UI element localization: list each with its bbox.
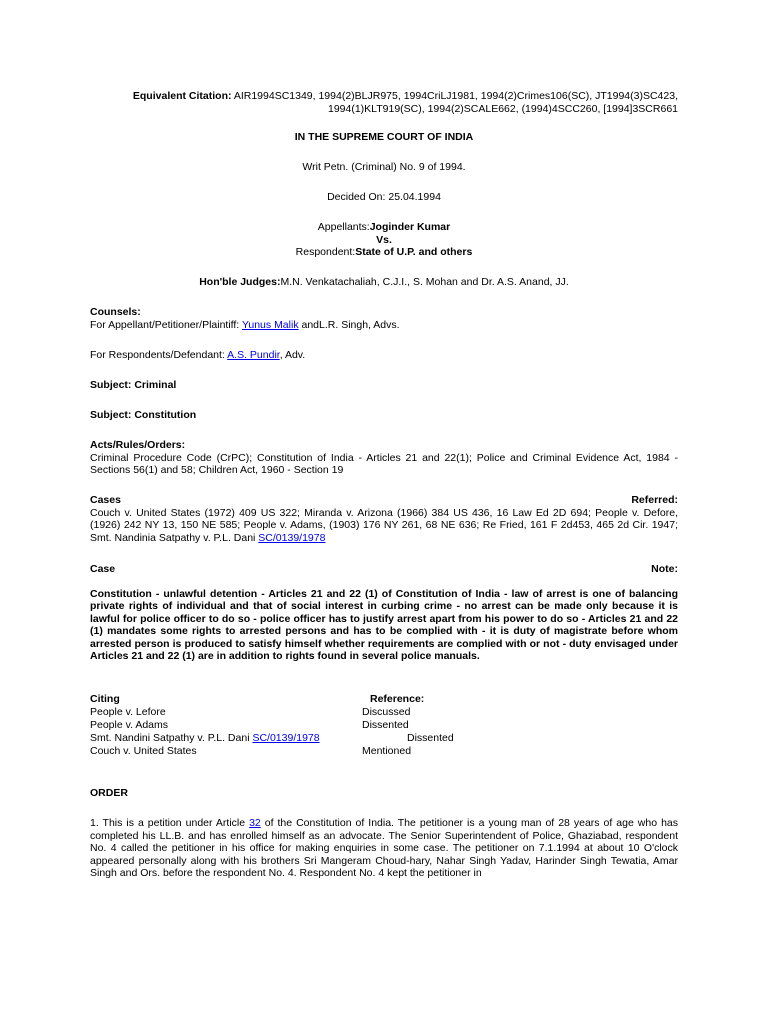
citation-line-2: 1994(1)KLT919(SC), 1994(2)SCALE662, (1994)4SCC260, [1994]3SCR661 [327,102,678,115]
respondent-name: State of U.P. and others [355,246,473,258]
citing-case-2: People v. Adams [90,719,169,731]
subject-criminal [90,379,176,392]
case-note-heading-left: Case [90,563,116,575]
cases-referred-section [90,494,678,544]
acts-text: Criminal Procedure Code (CrPC); Constitution of India - Articles 21 and 22(1); Police and Criminal Evidence Act, 1984 - Sections 56(1) and 58; Children Act, 1960 - Section 19 [90,451,678,476]
citing-ref-4: Mentioned [362,745,412,757]
citing-heading-right: Reference: [370,693,425,705]
order-paragraph-1 [90,817,678,880]
parties [90,221,678,259]
subject-constitution-text: Subject: Constitution [90,409,197,421]
appellant-counsel-suffix: andL.R. Singh, Advs. [298,318,400,331]
citing-case-4: Couch v. United States [90,745,197,757]
decided-on: Decided On: 25.04.1994 [327,191,441,203]
case-note-section [90,563,678,663]
citation-line-1: AIR1994SC1349, 1994(2)BLJR975, 1994CriLJ1981, 1994(2)Crimes106(SC), JT1994(3)SC423, [233,90,678,102]
order-heading [90,787,128,800]
case-note-heading-right: Note: [651,563,678,575]
acts-section [90,439,678,477]
citing-case-3-link[interactable]: SC/0139/1978 [252,732,320,744]
case-note-text: Constitution - unlawful detention - Articles 21 and 22 (1) of Constitution of India - law of arrest is one of balancing private rights of individual and that of social interest in curbing crime - no arrest can be made only because it is lawful for police officer to do so - police officer has to justify arrest apart from his power to do so - Articles 21 and 22 (1) mandates some rights to arrested persons and has to be complied with - it is duty of magistrate before whom arrested person is produced to satisfy himself whether requirements are complied with or not - duty envisaged under Articles 21 and 22 (1) are in addition to rights found in several police manuals. [90,587,678,662]
versus: Vs. [376,233,392,246]
order-heading-text: ORDER [90,787,128,799]
respondent-counsel-suffix: , Adv. [279,349,306,361]
judges [90,276,678,289]
subject-constitution [90,409,196,422]
cases-referred-link[interactable]: SC/0139/1978 [258,531,326,544]
citing-heading-left: Citing [90,693,120,705]
citing-ref-2: Dissented [362,719,409,731]
citing-section [90,693,678,758]
cases-referred-text: Couch v. United States (1972) 409 US 322; Miranda v. Arizona (1966) 384 US 436, 16 Law Ed 2D 694; People v. Defore, (1926) 242 NY 13, 150 NE 585; People v. Adams, (1903) 176 NY 261, 68 NE 636; Re Fried, 161 F 2d453, 465 2d Cir. 1947; Smt. Nandinia Satpathy v. P.L. Dani [90,506,678,544]
respondent-counsel [90,349,678,362]
citing-ref-1: Discussed [362,706,411,718]
citing-case-1: People v. Lefore [90,706,166,718]
order-para-text: of the Constitution of India. The petitioner is a young man of 28 years of age who has completed his LL.B. and has enrolled himself as an advocate. The Senior Superintendent of Police, Ghaziabad, respondent No. 4 called the petitioner in his office for making enquiries in some case. The petitioner on 7.1.1994 at about 10 O'clock appeared personally along with his brothers Sri Mangeram Choud-hary, Nahar Singh Yadav, Harinder Singh Tewatia, Amar Singh and Ors. before the respondent No. 4. Respondent No. 4 kept the petitioner in [90,817,678,879]
appellant-counsel-prefix: For Appellant/Petitioner/Plaintiff: [90,318,242,331]
order-para-prefix: 1. This is a petition under Article [90,817,250,829]
subject-criminal-text: Subject: Criminal [90,379,177,391]
citing-case-3 [90,732,320,745]
citation-label: Equivalent Citation: [132,90,232,102]
article-32-link[interactable]: 32 [249,817,261,829]
equivalent-citation [90,90,678,115]
judges-label: Hon'ble Judges: [199,276,281,288]
as-pundir-link[interactable]: A.S. Pundir [227,349,280,361]
citing-case-3-text: Smt. Nandini Satpathy v. P.L. Dani [90,732,253,744]
cases-heading-left: Cases [90,494,121,506]
yunus-malik-link[interactable]: Yunus Malik [241,318,299,331]
court-name-text: IN THE SUPREME COURT OF INDIA [294,131,474,143]
cases-heading-right: Referred: [631,494,678,506]
counsels-section [90,306,678,331]
judges-names: M.N. Venkatachaliah, C.J.I., S. Mohan and Dr. A.S. Anand, JJ. [280,276,569,288]
citing-ref-3: Dissented [407,732,454,744]
appellants-name: Joginder Kumar [369,221,451,233]
counsels-heading: Counsels: [90,306,141,318]
court-name [90,131,678,144]
petition-number: Writ Petn. (Criminal) No. 9 of 1994. [302,161,466,173]
acts-heading: Acts/Rules/Orders: [90,439,186,451]
respondent-label: Respondent: [295,246,356,258]
respondent-counsel-prefix: For Respondents/Defendant: [90,349,228,361]
appellants-label: Appellants: [317,221,370,233]
